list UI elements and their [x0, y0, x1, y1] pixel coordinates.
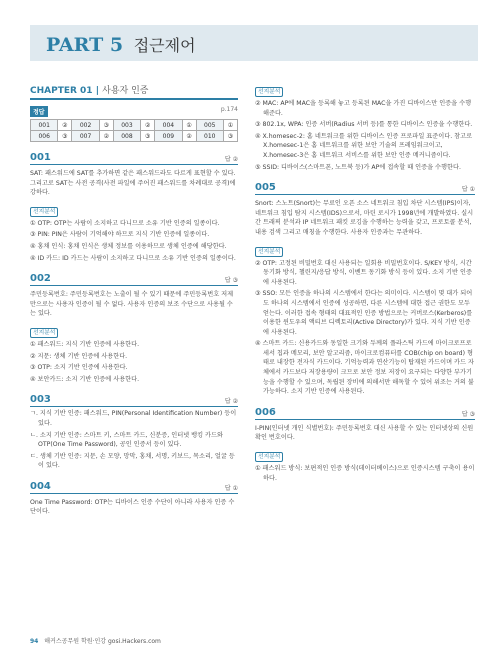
answer-key-label: 정답 [30, 106, 48, 117]
answer-cell: ① [223, 120, 237, 131]
question-number: 001 [31, 120, 58, 131]
option-analysis-tag: 선지분석 [255, 247, 283, 257]
option-analysis-tag: 선지분석 [255, 452, 283, 462]
question-header [30, 481, 238, 494]
question-answer: 답 ① [224, 484, 238, 492]
question-header [30, 152, 238, 165]
answer-cell: ③ [141, 131, 155, 142]
option-analysis-tag: 선지분석 [255, 87, 283, 97]
question-number: 004 [30, 480, 51, 492]
question-header [255, 407, 475, 420]
question-header [255, 182, 475, 195]
right-column [255, 78, 475, 483]
question-number: 006 [255, 406, 276, 418]
list-item: ③ 802.1x, WPA: 인증 서버(Radius 서버 등)를 통한 디바이스 인증을 수행한다. [255, 121, 473, 129]
question-header [30, 394, 238, 407]
chapter-heading: CHAPTER 01 | 사용자 인증 [30, 78, 238, 100]
answer-cell: ③ [223, 131, 237, 142]
list-item: ① OTP: OTP는 사람이 소지하고 다니므로 소유 기반 인증의 일종이다. [30, 219, 220, 227]
explanation-text: Snort: 스노트(Snort)는 무료인 오픈 소스 네트워크 침입 차단 시스템(IPS)이자, 네트워크 침입 탐지 시스템(IDS)으로서, 마틴 로시가 1998년에 개발하였다. 실시간 트래픽 분석과 IP 네트워크 패킷 로깅을 수행하는 능력을 갖고, 프로토콜 분석, 내용 검색 그리고 매칭을 수행한다. 사용자 인증과는 무관하다. [255, 200, 474, 236]
list-item: ② MAC: AP에 MAC을 등록해 놓고 등록된 MAC을 가진 디바이스만 인증을 수행해준다. [255, 100, 472, 117]
answer-cell: ③ [99, 120, 113, 131]
explanation-text: SAT: 패스워드에 SAT를 추가하면 같은 패스워드라도 다르게 표현할 수 있다. 그리고로 SAT는 사전 공격(사전 파일에 주어진 패스워드를 차례대로 공격)에 강하다. [30, 170, 236, 197]
answer-key-header [30, 106, 238, 117]
answer-cell: ② [182, 131, 196, 142]
list-item: ④ X.homesec-2: 홈 네트워크를 위한 디바이스 인증 프로파일 표준이다. 참고로 X.homesec-1은 홈 네트워크를 위한 보안 기술의 프레임워크이고, X.homesec-3은 홈 네트워크 서비스를 위한 보안 인증 메커니즘이다. [255, 132, 473, 159]
list-item: ① 패스워드 방식: 보편적인 인증 방식(데이터베이스)으로 인증시스템 구축이 용이하다. [255, 465, 475, 482]
list-item: ⑤ SSID: 디바이스(스마트폰, 노트북 등)가 AP에 접속할 때 인증을 수행한다. [255, 163, 461, 171]
answer-cell: ② [99, 131, 113, 142]
part-subtitle: 접근제어 [133, 36, 196, 55]
question-number: 008 [113, 131, 140, 142]
page-reference: p.174 [220, 106, 238, 113]
question-answer: 답 ③ [224, 277, 238, 285]
list-item: ㄱ. 지식 기반 인증: 패스워드, PIN(Personal Identification Number) 등이 있다. [30, 410, 237, 427]
list-item: ③ PIN: PIN은 사람이 기억해야 하므로 지식 기반 인증에 일종이다. [30, 231, 210, 239]
answer-cell: ② [58, 120, 72, 131]
question-answer: 답 ③ [461, 410, 475, 418]
option-analysis-tag: 선지분석 [30, 328, 58, 338]
option-analysis-tag: 선지분석 [30, 207, 58, 217]
question-number: 005 [255, 182, 276, 194]
answer-cell: ① [182, 120, 196, 131]
question-answer: 답 ② [224, 156, 238, 163]
answer-cell: ② [141, 120, 155, 131]
question-number: 001 [30, 152, 51, 163]
list-item: ③ SSO: 모든 인증을 하나의 시스템에서 한다는 의미이다. 시스템이 몇 대가 되어도 하나의 시스템에서 인증에 성공하면, 다른 시스템에 대한 접근 권한도 모두 얻는다. 이러한 접속 형태의 대표적인 인증 방법으로는 커버로스(Kerberos)를 이용한 윈도우의 액티브 디렉토리(Active Directory)가 있다. 지식 기반 인증에 사용된다. [255, 290, 473, 336]
list-item: ㄴ. 소지 기반 인증: 스마트 키, 스마트 카드, 신분증, 인터넷 뱅킹 카드와 OTP(One Time Password), 공인 인증서 등이 있다. [30, 431, 223, 449]
explanation-text: 주민등록번호: 주민등록번호는 노출이 될 수 있기 때문에 주민등록번호 저제만으로는 사용자 인증이 될 수 없다. 사용자 인증의 보조 수단으로 사용될 수는 있다. [30, 291, 234, 318]
question-answer: 답 ② [224, 398, 238, 406]
chapter-name: 사용자 인증 [102, 86, 149, 96]
question-number: 007 [72, 131, 99, 142]
question-number: 006 [31, 131, 58, 142]
list-item: ④ 스마트 카드: 신용카드와 동일한 크기와 두께의 플라스틱 카드에 마이크로프로세서 칩과 메모리, 보안 알고리즘, 마이크로컴퓨터를 COB(chip on board) 형태로 내장한 전자식 카드이다. 기억능력과 연산기능이 탑재된 카드이며 카드 자체에서 카드보다 저장용량이 크므로 보안 정보 저장이 요구되는 다양한 부가기능을 수행할 수 있으며, 독립된 장비에 의해서만 해독할 수 있어 위조는 거의 불가능하다. 소지 기반 인증에 사용된다. [255, 340, 474, 396]
question-number: 010 [196, 131, 223, 142]
question-number: 003 [30, 394, 51, 406]
question-header [30, 273, 238, 286]
list-item: ④ 보안카드: 소지 기반 인증에 사용한다. [30, 375, 140, 383]
list-item: ① 패스워드: 지식 기반 인증에 사용한다. [30, 340, 140, 348]
answer-cell: ③ [58, 131, 72, 142]
explanation-text: I-PIN(인터넷 개인 식별번호): 주민등록번호 대신 사용할 수 있는 인터넷상의 신원 확인 번호이다. [255, 424, 474, 442]
list-item: ③ OTP: 소지 기반 인증에 사용한다. [30, 364, 128, 372]
part-title [46, 33, 196, 56]
question-number: 002 [30, 273, 51, 285]
list-item: ② 지문: 생체 기반 인증에 사용한다. [30, 352, 128, 360]
question-number: 005 [196, 120, 223, 131]
footer-text: 해커스공무원 학원·인강 gosi.Hackers.com [44, 638, 161, 645]
page-footer [30, 636, 161, 645]
question-number: 003 [113, 120, 140, 131]
question-answer: 답 ① [461, 186, 475, 194]
list-item: ④ 홍채 인식: 홍채 인식은 생체 정보를 이용하므로 생체 인증에 해당한다. [30, 242, 227, 250]
table-row [31, 131, 238, 142]
list-item: ④ ID 카드: ID 카드는 사람이 소지하고 다니므로 소유 기반 인증의 일종이다. [30, 254, 236, 262]
answer-key-table [30, 119, 238, 142]
explanation-text: One Time Password: OTP는 디바이스 인증 수단이 아니라 사용자 인증 수단이다. [30, 498, 235, 516]
question-number: 004 [155, 120, 182, 131]
chapter-label: CHAPTER 01 [30, 86, 93, 96]
list-item: ② OTP: 고정된 비밀번호 대신 사용되는 일회용 비밀번호이다. S/KEY 방식, 시간 동기화 방식, 챌린지/응답 방식, 이벤트 동기화 방식 등이 있다. 소지 기반 인증에 사용된다. [255, 259, 472, 286]
question-number: 009 [155, 131, 182, 142]
table-row [31, 120, 238, 131]
list-item: ㄷ. 생체 기반 인증: 지문, 손 모양, 망막, 홍채, 서명, 키보드, 목소리, 얼굴 등이 있다. [30, 452, 235, 470]
part-header [30, 25, 478, 61]
page-number: 94 [30, 638, 39, 645]
part-number: PART 5 [46, 34, 124, 56]
question-number: 002 [72, 120, 99, 131]
left-column [30, 78, 238, 517]
